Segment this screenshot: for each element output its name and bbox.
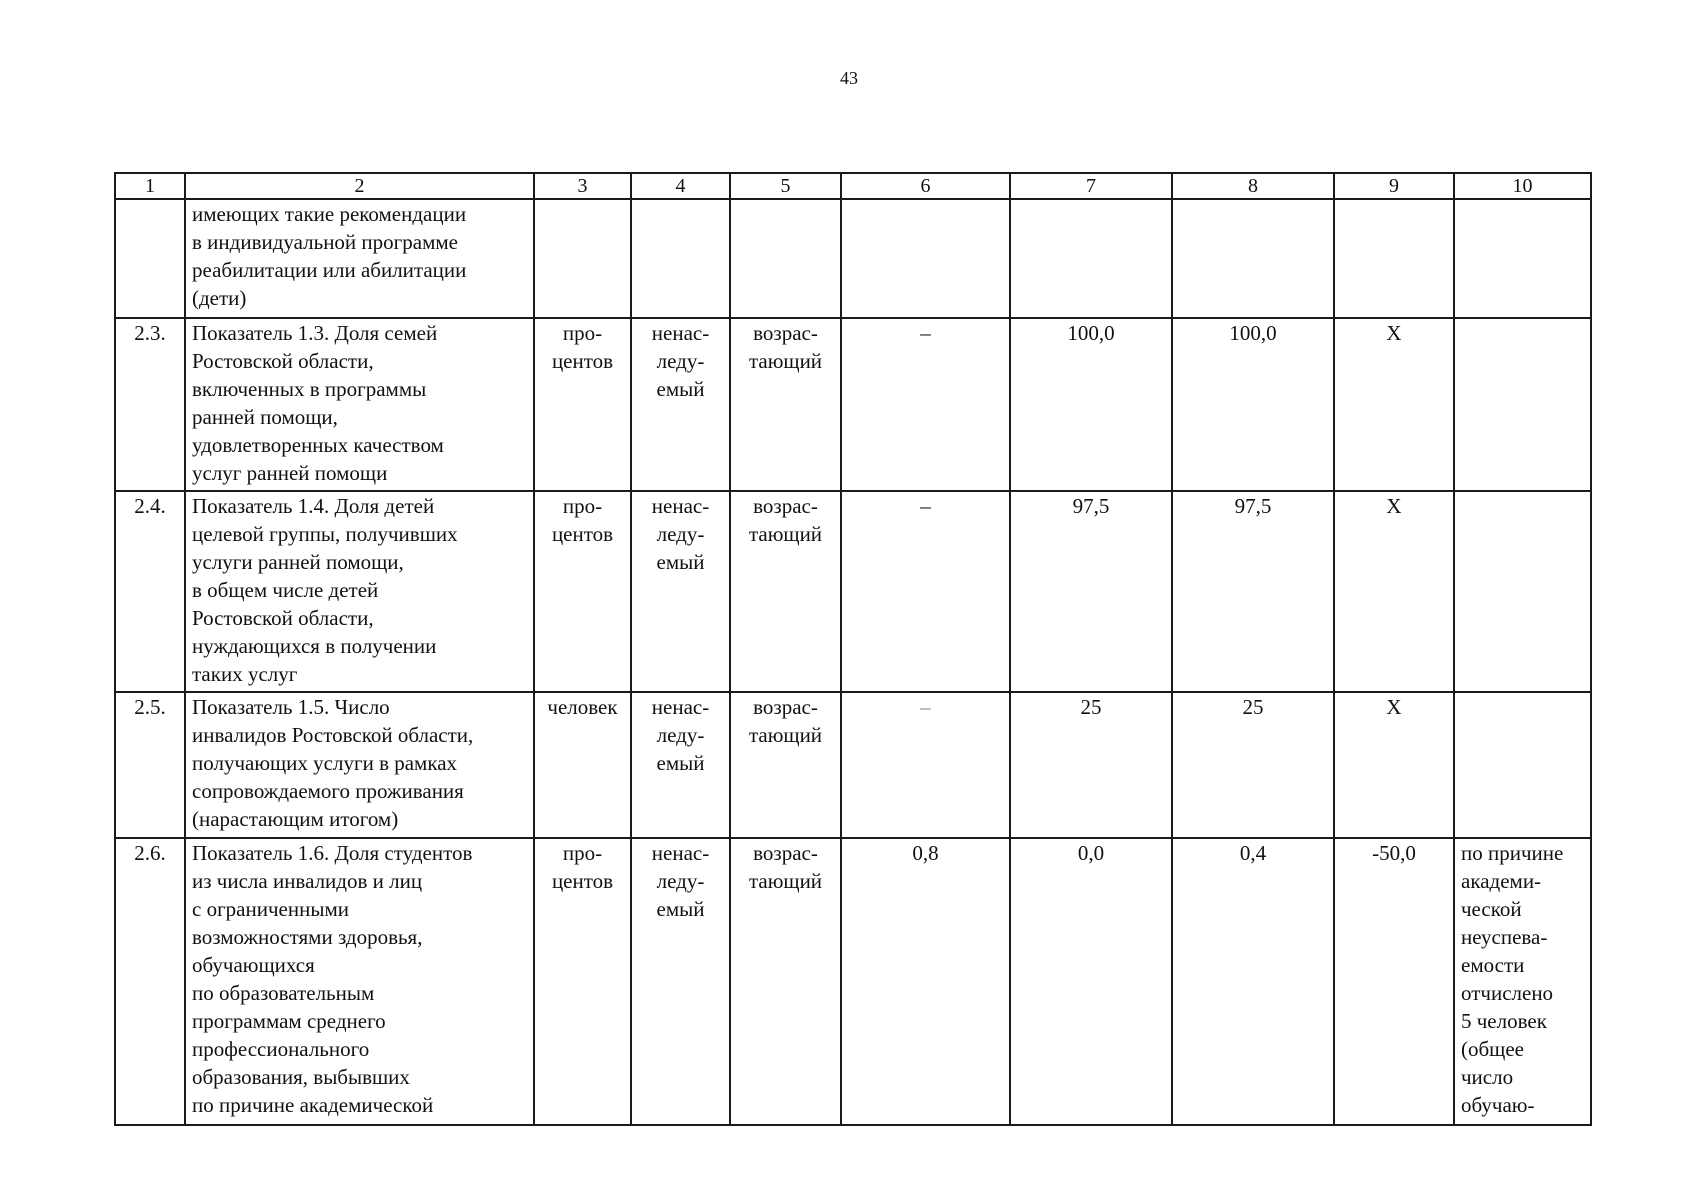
column-number-3: 3 — [534, 173, 631, 199]
indicators-table — [114, 172, 1592, 1126]
col9-cell: X — [1334, 692, 1454, 838]
col8-cell: 0,4 — [1172, 838, 1334, 1125]
row-number — [115, 199, 185, 318]
indicator-text: имеющих такие рекомендации в индивидуальной программе реабилитации или абилитации (дети) — [185, 199, 534, 318]
type-cell: ненас- леду- емый — [631, 491, 730, 692]
indicator-text: Показатель 1.5. Число инвалидов Ростовской области, получающих услуги в рамках сопровождаемого проживания (нарастающим итогом) — [185, 692, 534, 838]
column-number-6: 6 — [841, 173, 1010, 199]
col7-cell: 97,5 — [1010, 491, 1172, 692]
direction-cell: возрас- тающий — [730, 318, 841, 491]
indicator-text: Показатель 1.3. Доля семей Ростовской области, включенных в программы ранней помощи, удовлетворенных качеством услуг ранней помощи — [185, 318, 534, 491]
direction-cell: возрас- тающий — [730, 491, 841, 692]
column-number-row — [115, 173, 1591, 199]
col8-cell: 100,0 — [1172, 318, 1334, 491]
col6-cell: – — [841, 692, 1010, 838]
direction-cell — [730, 199, 841, 318]
type-cell: ненас- леду- емый — [631, 318, 730, 491]
table-row — [115, 838, 1591, 1125]
page-number: 43 — [840, 68, 858, 88]
col9-cell — [1334, 199, 1454, 318]
table-row — [115, 199, 1591, 318]
col9-cell: X — [1334, 491, 1454, 692]
unit-cell: про- центов — [534, 318, 631, 491]
table-row — [115, 318, 1591, 491]
col9-cell: -50,0 — [1334, 838, 1454, 1125]
note-cell — [1454, 692, 1591, 838]
type-cell — [631, 199, 730, 318]
col8-cell — [1172, 199, 1334, 318]
note-cell — [1454, 491, 1591, 692]
column-number-8: 8 — [1172, 173, 1334, 199]
column-number-7: 7 — [1010, 173, 1172, 199]
type-cell: ненас- леду- емый — [631, 692, 730, 838]
unit-cell: человек — [534, 692, 631, 838]
unit-cell: про- центов — [534, 491, 631, 692]
column-number-5: 5 — [730, 173, 841, 199]
row-number: 2.5. — [115, 692, 185, 838]
indicator-text: Показатель 1.6. Доля студентов из числа инвалидов и лиц с ограниченными возможностями здоровья, обучающихся по образовательным программам среднего профессионального образования, выбывших по причине академической — [185, 838, 534, 1125]
col8-cell: 25 — [1172, 692, 1334, 838]
col7-cell: 100,0 — [1010, 318, 1172, 491]
col7-cell: 25 — [1010, 692, 1172, 838]
note-cell — [1454, 199, 1591, 318]
column-number-9: 9 — [1334, 173, 1454, 199]
unit-cell — [534, 199, 631, 318]
col9-cell: X — [1334, 318, 1454, 491]
type-cell: ненас- леду- емый — [631, 838, 730, 1125]
direction-cell: возрас- тающий — [730, 692, 841, 838]
column-number-10: 10 — [1454, 173, 1591, 199]
col7-cell: 0,0 — [1010, 838, 1172, 1125]
note-cell: по причине академи- ческой неуспева- емости отчислено 5 человек (общее число обучаю- — [1454, 838, 1591, 1125]
unit-cell: про- центов — [534, 838, 631, 1125]
col8-cell: 97,5 — [1172, 491, 1334, 692]
row-number: 2.3. — [115, 318, 185, 491]
row-number: 2.6. — [115, 838, 185, 1125]
table-row — [115, 491, 1591, 692]
col6-cell: – — [841, 491, 1010, 692]
column-number-2: 2 — [185, 173, 534, 199]
row-number: 2.4. — [115, 491, 185, 692]
direction-cell: возрас- тающий — [730, 838, 841, 1125]
col6-cell — [841, 199, 1010, 318]
col7-cell — [1010, 199, 1172, 318]
note-cell — [1454, 318, 1591, 491]
table-row — [115, 692, 1591, 838]
indicator-text: Показатель 1.4. Доля детей целевой группы, получивших услуги ранней помощи, в общем числе детей Ростовской области, нуждающихся в получении таких услуг — [185, 491, 534, 692]
col6-cell: – — [841, 318, 1010, 491]
column-number-1: 1 — [115, 173, 185, 199]
col6-cell: 0,8 — [841, 838, 1010, 1125]
column-number-4: 4 — [631, 173, 730, 199]
